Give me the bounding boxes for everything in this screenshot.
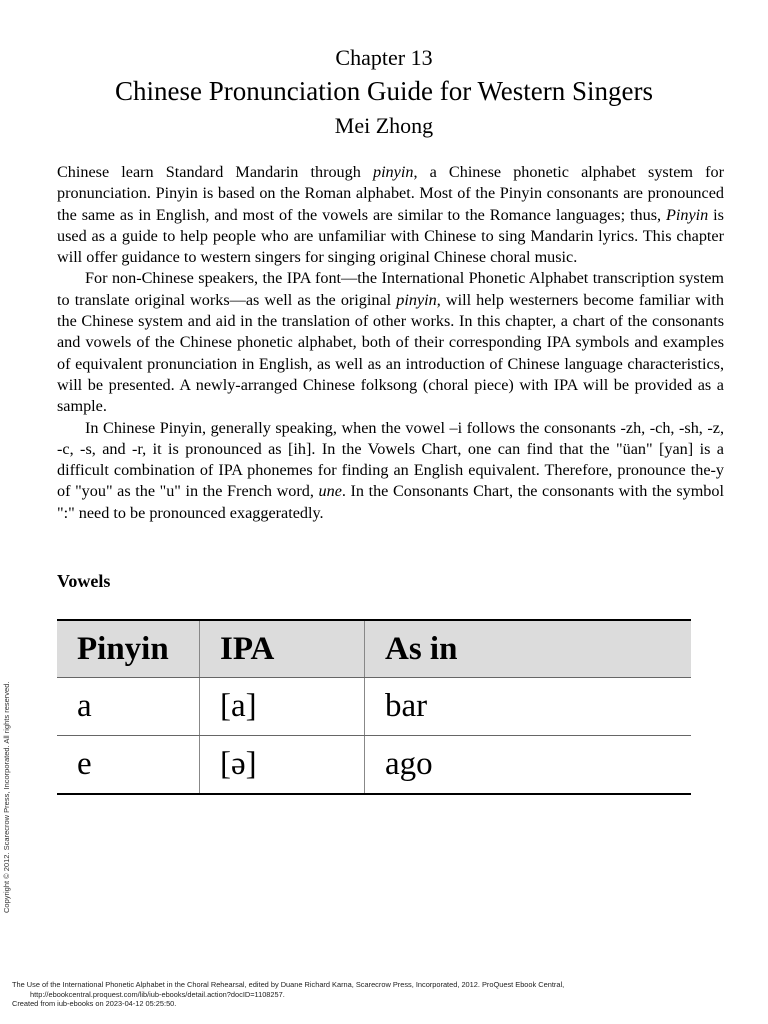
table-row <box>57 678 691 736</box>
column-header-pinyin: Pinyin <box>57 620 200 678</box>
paragraph-ipa <box>57 268 724 417</box>
page-footer <box>12 980 752 1009</box>
text-run: , a Chinese phonetic alphabet system for pronunciation. Pinyin is based on the Roman alphabet. Most of the Pinyin consonants are pronounced the same as in English, and most of the vowels are similar to the Romance languages; thus, <box>57 163 724 224</box>
cell-as-in: ago <box>385 746 433 782</box>
chapter-author: Mei Zhong <box>334 113 434 138</box>
cell-as-in: bar <box>365 678 692 736</box>
cell-pinyin: e <box>57 736 200 795</box>
vowels-table <box>57 619 691 795</box>
column-header-ipa: IPA <box>200 620 365 678</box>
footer-created: Created from iub-ebooks on 2023-04-12 05:25:50. <box>12 999 177 1008</box>
text-run: is used as a guide to help people who are unfamiliar with Chinese to sing Mandarin lyrics. This chapter will offer guidance to western singers for singing original Chinese choral music. <box>57 205 724 267</box>
text-run: , will help westerners become familiar with the Chinese system and aid in the translation of other works. In this chapter, a chart of the consonants and vowels of the Chinese phonetic alphabet, both of their corresponding IPA symbols and examples of equivalent pronunciation in English, as well as an introduction of Chinese language characteristics, will be presented. A newly-arranged Chinese folksong (choral piece) with IPA will be provided as a sample. <box>57 290 724 416</box>
text-run: . In the Consonants Chart, the consonants with the symbol ":" need to be pronounced exaggeratedly. <box>57 482 724 522</box>
text-run: In Chinese Pinyin, generally speaking, when the vowel –i follows the consonants -zh, -ch, -sh, -z, -c, -s, and -r, it is pronounced as [ih]. In the Vowels Chart, one can find that the "üan" [yan] is a difficult combination of IPA phonemes for finding an English equivalent. Therefore, pronounce the-y of "you" as the "u" in the French word, <box>57 418 724 501</box>
cell-pinyin: a <box>57 678 200 736</box>
italic-term: une <box>318 482 342 501</box>
paragraph-intro <box>57 162 724 268</box>
italic-term: Pinyin <box>665 205 709 224</box>
italic-term: pinyin <box>372 163 414 181</box>
table-row <box>57 736 691 795</box>
footer-citation: The Use of the International Phonetic Alphabet in the Choral Rehearsal, edited by Duane Richard Karna, Scarecrow Press, Incorporated, 2012. ProQuest Ebook Central, <box>12 980 565 989</box>
chapter-title: Chinese Pronunciation Guide for Western Singers <box>115 76 653 106</box>
column-header-as-in: As in <box>365 620 692 678</box>
paragraph-pinyin-rules <box>57 418 724 524</box>
chapter-header <box>0 44 768 140</box>
text-run: Chinese learn Standard Mandarin through <box>57 163 373 181</box>
copyright-notice: Copyright © 2012. Scarecrow Press, Incorporated. All rights reserved. <box>2 681 11 913</box>
italic-term: pinyin <box>396 290 437 309</box>
body-text <box>57 162 724 524</box>
cell-ipa: [a] <box>200 678 365 736</box>
text-run: For non-Chinese speakers, the IPA font—the International Phonetic Alphabet transcription system to translate original works—as well as the original <box>57 269 724 309</box>
cell-ipa: [ə] <box>200 736 365 795</box>
section-heading-vowels: Vowels <box>57 571 111 591</box>
footer-url: http://ebookcentral.proquest.com/lib/iub-ebooks/detail.action?docID=1108257. <box>30 989 285 999</box>
table-header-row <box>57 620 691 678</box>
chapter-number: Chapter 13 <box>335 45 433 70</box>
